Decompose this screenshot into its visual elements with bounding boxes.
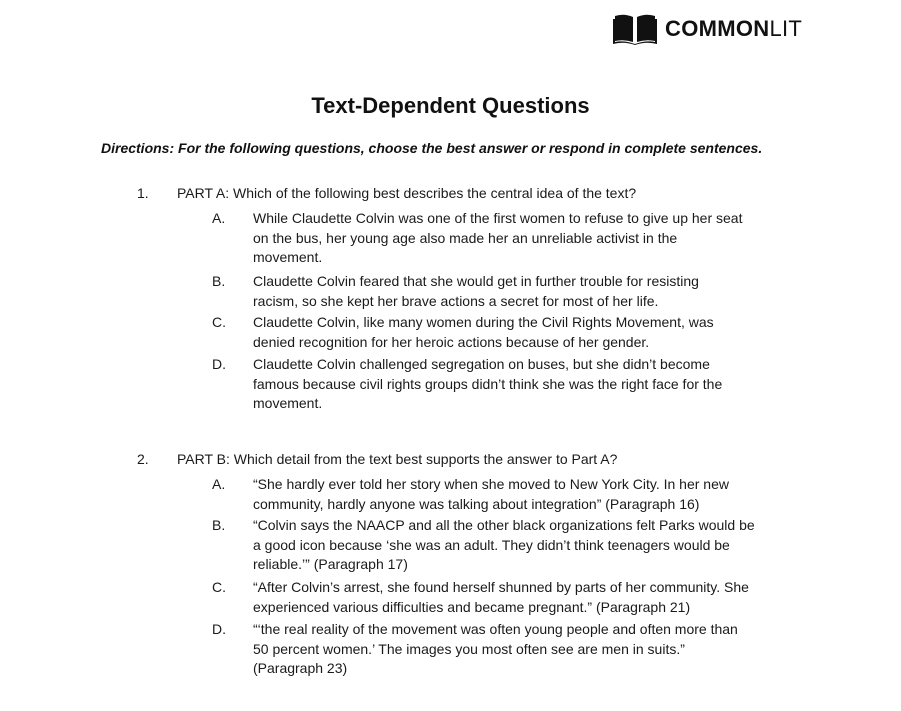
question-text: PART B: Which detail from the text best supports the answer to Part A?: [177, 451, 618, 467]
option-text-line: “After Colvin’s arrest, she found herself shunned by parts of her community. She: [253, 579, 749, 595]
question-text: PART A: Which of the following best describes the central idea of the text?: [177, 185, 637, 201]
option-text-line: movement.: [253, 249, 323, 266]
option-text-line: on the bus, her young age also made her an unreliable activist in the: [253, 229, 678, 246]
option-text-line: While Claudette Colvin was one of the first women to refuse to give up her seat: [253, 210, 743, 226]
option-text-line: movement.: [253, 395, 323, 412]
directions: Directions: For the following questions, choose the best answer or respond in complete sentences.: [101, 140, 763, 156]
logo-text-light: LIT: [769, 16, 803, 41]
option-letter: D.: [212, 621, 226, 637]
option-text-line: reliable.’” (Paragraph 17): [253, 556, 408, 573]
option-text-line: experienced various difficulties and became pregnant.” (Paragraph 21): [253, 598, 691, 615]
question-number: 1.: [137, 185, 149, 201]
commonlit-logo: [613, 13, 802, 45]
option-letter: C.: [212, 579, 226, 595]
logo-text-bold: COMMON: [665, 16, 770, 41]
option-text-line: community, hardly anyone was talking about integration” (Paragraph 16): [253, 495, 700, 512]
option-letter: C.: [212, 314, 226, 330]
open-book-icon: [613, 13, 657, 45]
option-text-line: Claudette Colvin feared that she would get in further trouble for resisting: [253, 273, 699, 289]
page-title: Text-Dependent Questions: [311, 93, 590, 118]
option-letter: B.: [212, 273, 226, 289]
option-text-line: “‘the real reality of the movement was often young people and often more than: [253, 621, 738, 637]
option-text-line: Claudette Colvin, like many women during the Civil Rights Movement, was: [253, 314, 714, 330]
option-letter: B.: [212, 517, 226, 533]
question-number: 2.: [137, 451, 149, 467]
option-text-line: famous because civil rights groups didn’t think she was the right face for the: [253, 375, 723, 392]
option-letter: A.: [212, 476, 226, 492]
option-text-line: Claudette Colvin challenged segregation on buses, but she didn’t become: [253, 356, 710, 372]
option-text-line: “Colvin says the NAACP and all the other black organizations felt Parks would be: [253, 517, 755, 533]
option-text-line: racism, so she kept her brave actions a secret for most of her life.: [253, 292, 659, 309]
option-text-line: denied recognition for her heroic actions because of her gender.: [253, 333, 650, 350]
option-letter: D.: [212, 356, 226, 372]
option-letter: A.: [212, 210, 226, 226]
option-text-line: (Paragraph 23): [253, 660, 348, 677]
option-text-line: 50 percent women.’ The images you most often see are men in suits.”: [253, 640, 685, 657]
option-text-line: “She hardly ever told her story when she moved to New York City. In her new: [253, 476, 729, 492]
option-text-line: a good icon because ‘she was an adult. They didn’t think teenagers would be: [253, 536, 730, 553]
